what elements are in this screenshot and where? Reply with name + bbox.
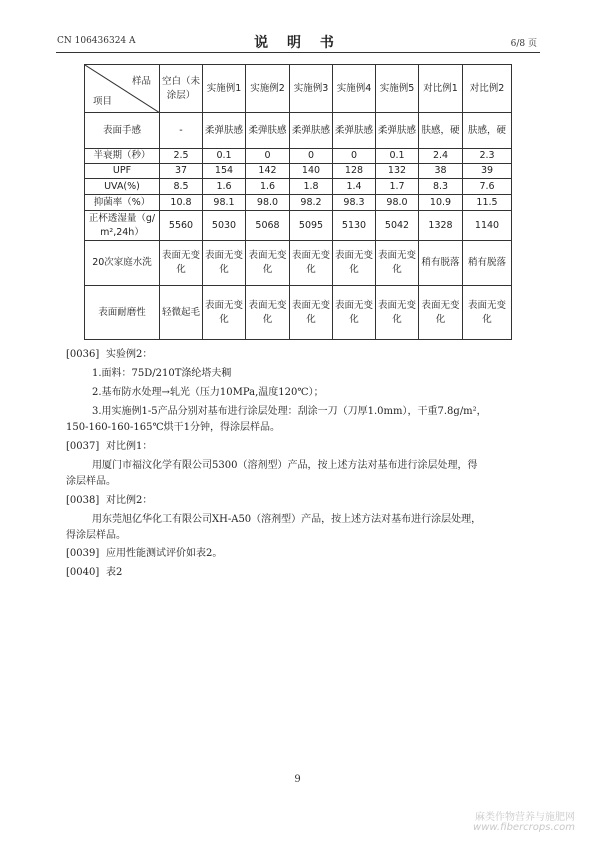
table-row	[85, 211, 512, 241]
table-row	[85, 179, 512, 195]
table-cell: 5095	[290, 211, 333, 241]
table-cell: 98.3	[333, 195, 376, 211]
table-row	[85, 241, 512, 286]
paragraph-title: 对比例2：	[106, 495, 153, 506]
table-cell: 0	[290, 149, 333, 164]
table-cell: 8.3	[419, 179, 463, 195]
table-cell: 表面无变化	[333, 286, 376, 340]
table-cell: 稍有脱落	[419, 241, 463, 286]
paragraph-number: [0040]	[66, 567, 100, 578]
table-cell: 1.6	[246, 179, 290, 195]
table-cell: -	[160, 113, 203, 149]
row-label: 表面耐磨性	[85, 286, 160, 340]
table-cell: 37	[160, 164, 203, 179]
table-cell: 表面无变化	[419, 286, 463, 340]
table-cell: 1.6	[203, 179, 246, 195]
table-cell: 98.2	[290, 195, 333, 211]
paragraph-number: [0037]	[66, 441, 100, 452]
row-label: UPF	[85, 164, 160, 179]
table-cell: 轻微起毛	[160, 286, 203, 340]
table-cell: 2.3	[463, 149, 512, 164]
table-cell: 表面无变化	[376, 286, 419, 340]
body-line: 2.基布防水处理→轧光（压力10MPa,温度120℃）；	[92, 387, 324, 398]
paragraph-title: 实验例2：	[106, 349, 153, 360]
paragraph-0038-heading	[66, 493, 534, 508]
table-cell: 表面无变化	[333, 241, 376, 286]
paragraph-text: 应用性能测试评价如表2。	[106, 548, 223, 559]
table-corner-cell	[85, 65, 160, 113]
table-cell: 98.1	[203, 195, 246, 211]
document-title: 说 明 书	[254, 35, 341, 51]
body-line: 150-160-160-165℃烘干1分钟，得涂层样品。	[66, 422, 281, 433]
table-cell: 1328	[419, 211, 463, 241]
table-cell: 表面无变化	[290, 241, 333, 286]
table-cell: 2.5	[160, 149, 203, 164]
table-header-row	[85, 65, 512, 113]
table-cell: 5068	[246, 211, 290, 241]
table-cell: 39	[463, 164, 512, 179]
table-cell: 38	[419, 164, 463, 179]
table-cell: 柔弹肤感	[203, 113, 246, 149]
table-cell: 132	[376, 164, 419, 179]
table-row	[85, 113, 512, 149]
corner-label-item: 项目	[93, 96, 113, 107]
corner-label-sample: 样品	[131, 76, 151, 87]
results-table	[84, 64, 512, 340]
row-label: 抑菌率（%）	[85, 195, 160, 211]
table-cell: 1140	[463, 211, 512, 241]
page-of-total: 6/8 页	[510, 39, 537, 49]
column-header: 实施例5	[376, 65, 419, 113]
table-cell: 柔弹肤感	[290, 113, 333, 149]
row-label: 正杯透湿量（g/m²,24h）	[85, 211, 160, 241]
table-cell: 5030	[203, 211, 246, 241]
table-cell: 表面无变化	[290, 286, 333, 340]
table-cell: 表面无变化	[203, 286, 246, 340]
paragraph-0037-heading	[66, 439, 534, 454]
table-cell: 表面无变化	[463, 286, 512, 340]
table-cell: 稍有脱落	[463, 241, 512, 286]
table-cell: 柔弹肤感	[376, 113, 419, 149]
table-row	[85, 286, 512, 340]
table-cell: 0	[333, 149, 376, 164]
body-line: 用东莞旭亿华化工有限公司XH-A50（溶剂型）产品，按上述方法对基布进行涂层处理，	[92, 514, 482, 525]
table-cell: 表面无变化	[203, 241, 246, 286]
table-cell: 5130	[333, 211, 376, 241]
table-cell: 0.1	[203, 149, 246, 164]
table-cell: 表面无变化	[160, 241, 203, 286]
paragraph-number: [0038]	[66, 495, 100, 506]
column-header: 对比例1	[419, 65, 463, 113]
body-line: 用厦门市福汶化学有限公司5300（溶剂型）产品，按上述方法对基布进行涂层处理，得	[92, 460, 478, 471]
header-rule	[56, 52, 540, 53]
table-cell: 肤感，硬	[419, 113, 463, 149]
table-cell: 8.5	[160, 179, 203, 195]
paragraph-number: [0039]	[66, 548, 100, 559]
row-label: UVA(%)	[85, 179, 160, 195]
column-header: 空白（未涂层）	[160, 65, 203, 113]
table-cell: 柔弹肤感	[333, 113, 376, 149]
paragraph-text: 表2	[106, 567, 123, 578]
paragraph-0040	[66, 565, 534, 580]
patent-number: CN 106436324 A	[57, 36, 136, 46]
watermark-text: 麻类作物营养与施肥网	[475, 812, 575, 823]
table-cell: 0	[246, 149, 290, 164]
table-cell: 98.0	[376, 195, 419, 211]
table-cell: 142	[246, 164, 290, 179]
table-cell: 98.0	[246, 195, 290, 211]
table-cell: 10.8	[160, 195, 203, 211]
row-label: 半衰期（秒）	[85, 149, 160, 164]
watermark-url: www.fibercrops.com	[473, 822, 575, 833]
table-row	[85, 164, 512, 179]
table-cell: 1.4	[333, 179, 376, 195]
table-cell: 128	[333, 164, 376, 179]
body-line: 1.面料：75D/210T涤纶塔夫稠	[92, 368, 232, 379]
table-cell: 表面无变化	[246, 286, 290, 340]
body-line: 3.用实施例1-5产品分别对基布进行涂层处理：刮涂一刀（刀厚1.0mm），干重7.8g/m²，	[92, 406, 487, 417]
table-cell: 1.7	[376, 179, 419, 195]
body-line: 涂层样品。	[66, 476, 116, 487]
table-cell: 1.8	[290, 179, 333, 195]
column-header: 实施例1	[203, 65, 246, 113]
table-cell: 肤感，硬	[463, 113, 512, 149]
table-cell: 154	[203, 164, 246, 179]
table-cell: 表面无变化	[246, 241, 290, 286]
table-row	[85, 149, 512, 164]
paragraph-title: 对比例1：	[106, 441, 153, 452]
paragraph-number: [0036]	[66, 349, 100, 360]
table-cell: 5560	[160, 211, 203, 241]
table-cell: 10.9	[419, 195, 463, 211]
body-line: 得涂层样品。	[66, 530, 126, 541]
paragraph-0039	[66, 546, 534, 561]
column-header: 实施例3	[290, 65, 333, 113]
table-cell: 表面无变化	[376, 241, 419, 286]
table-row	[85, 195, 512, 211]
column-header: 实施例4	[333, 65, 376, 113]
page-number: 9	[294, 774, 301, 785]
table-cell: 柔弹肤感	[246, 113, 290, 149]
column-header: 实施例2	[246, 65, 290, 113]
column-header: 对比例2	[463, 65, 512, 113]
table-cell: 11.5	[463, 195, 512, 211]
paragraph-0036-heading	[66, 347, 534, 362]
row-label: 表面手感	[85, 113, 160, 149]
table-cell: 140	[290, 164, 333, 179]
table-cell: 2.4	[419, 149, 463, 164]
row-label: 20次家庭水洗	[85, 241, 160, 286]
table-cell: 0.1	[376, 149, 419, 164]
table-cell: 7.6	[463, 179, 512, 195]
table-cell: 5042	[376, 211, 419, 241]
